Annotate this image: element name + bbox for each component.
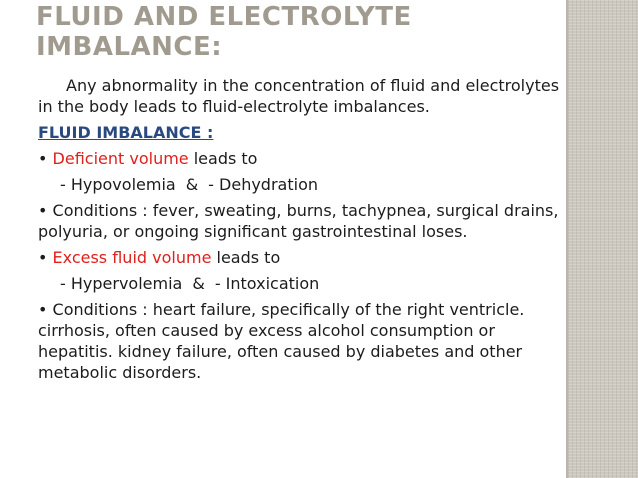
deficient-conditions-bullet [38,200,566,242]
slide-body [38,75,566,383]
deficient-leads-to: leads to [188,149,258,168]
bullet-icon: • [38,300,48,319]
decorative-side-panel [568,0,638,478]
deficient-volume-bullet [38,148,566,169]
deficient-conditions-text: Conditions : fever, sweating, burns, tachypnea, surgical drains, polyuria, or ongoing significant gastrointestinal loses. [38,201,559,241]
section-heading-text: FLUID IMBALANCE : [38,123,214,142]
bullet-icon: • [38,149,48,168]
slide-title [36,2,556,62]
intoxication-item: - Intoxication [214,274,320,293]
hypovolemia-item: - Hypovolemia [60,175,176,194]
dehydration-item: - Dehydration [208,175,318,194]
title-line-2: IMBALANCE: [36,32,223,62]
excess-volume-bullet [38,247,566,268]
excess-conditions-bullet [38,299,566,383]
deficient-volume-term: Deficient volume [52,149,189,168]
bullet-icon: • [38,201,48,220]
ampersand: & [192,274,205,293]
fluid-imbalance-heading [38,122,566,143]
title-line-1: FLUID AND ELECTROLYTE [36,2,412,32]
excess-subitems [38,273,566,294]
excess-conditions-text: Conditions : heart failure, specifically of the right ventricle. cirrhosis, often caused by excess alcohol consumption or hepatitis. kidney failure, often caused by diabetes and other metabolic disorders. [38,300,525,382]
excess-leads-to: leads to [211,248,281,267]
bullet-icon: • [38,248,48,267]
excess-volume-term: Excess fluid volume [52,248,212,267]
ampersand: & [185,175,199,194]
deficient-subitems [38,174,566,195]
intro-paragraph: Any abnormality in the concentration of fluid and electrolytes in the body leads to fluid-electrolyte imbalances. [38,76,560,116]
hypervolemia-item: - Hypervolemia [60,274,183,293]
